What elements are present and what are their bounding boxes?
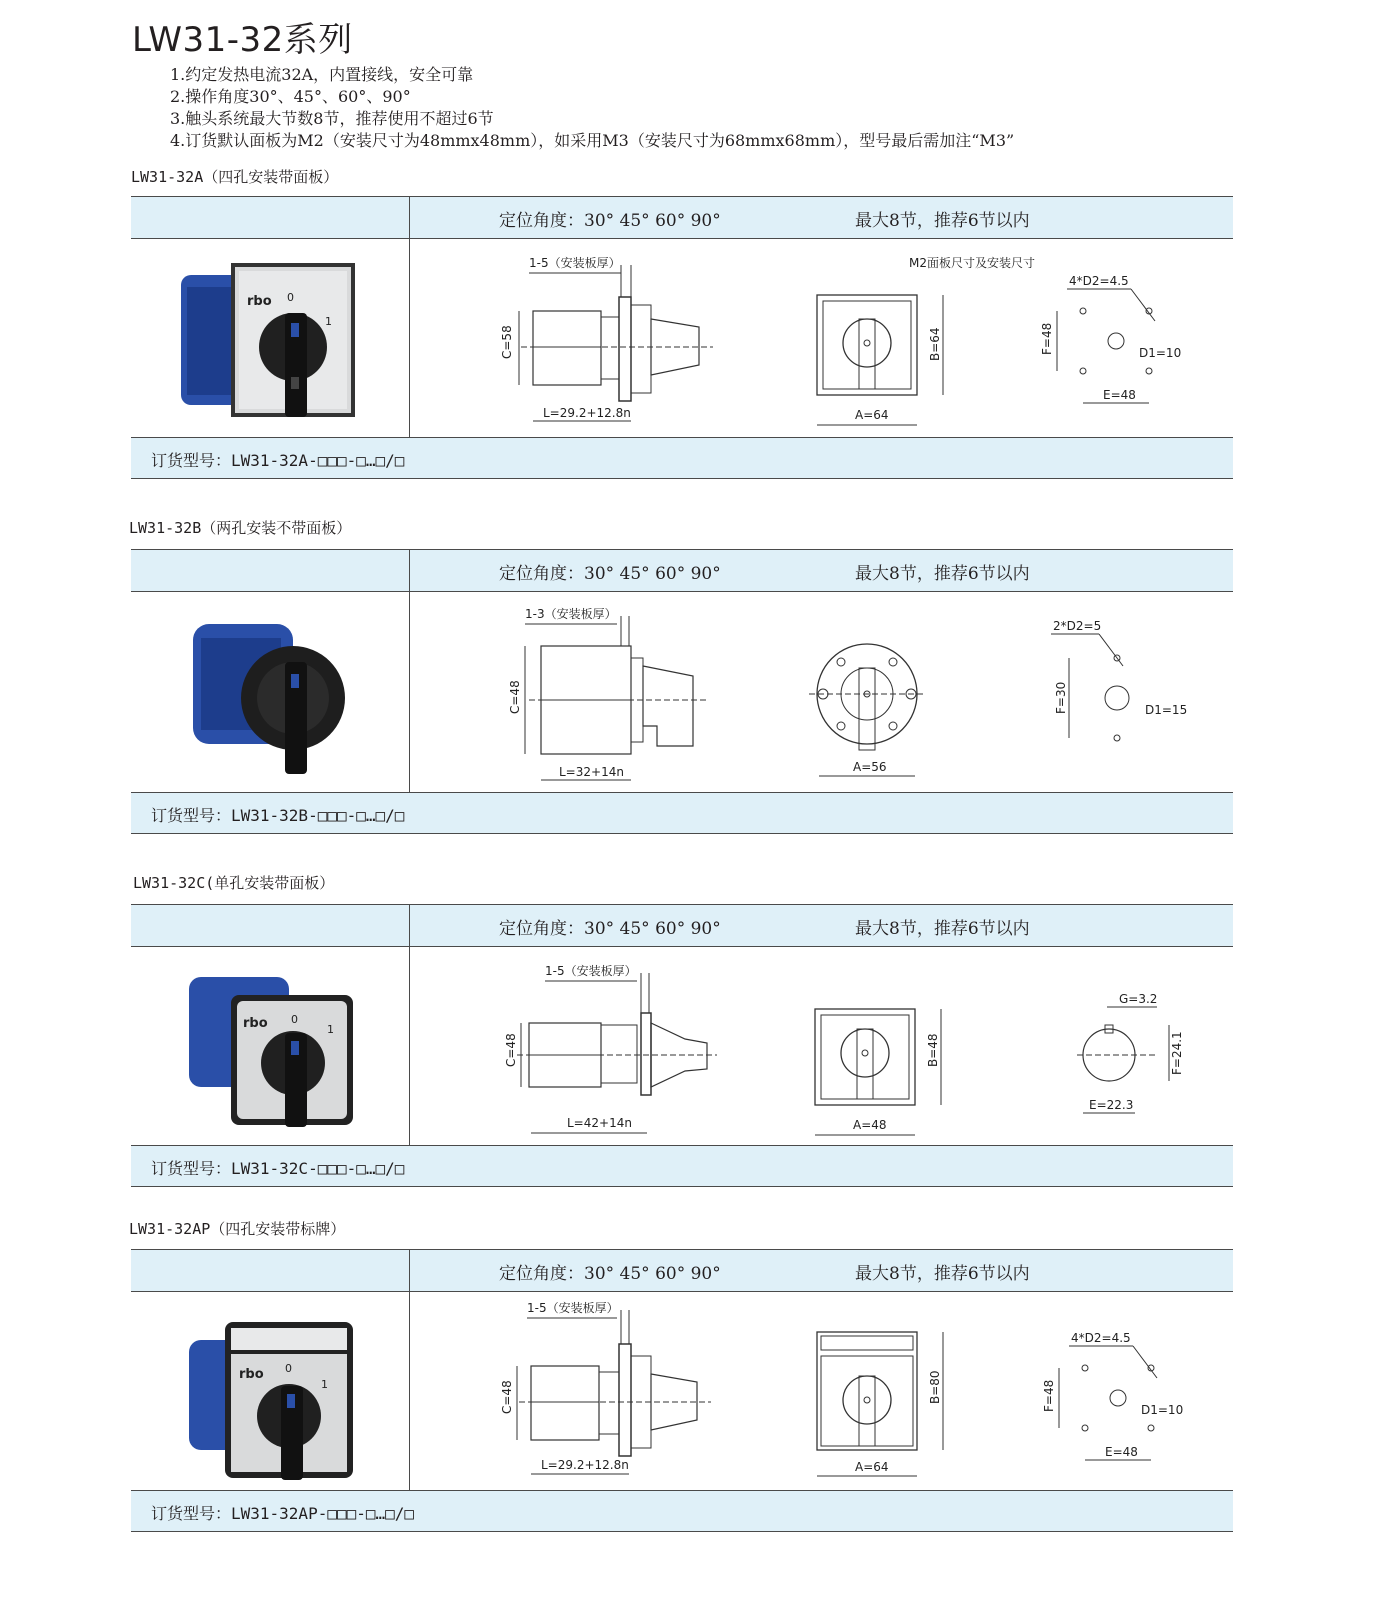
dimension-drawing-b bbox=[417, 596, 1227, 788]
page-title: LW31-32系列 bbox=[132, 20, 353, 60]
table-body bbox=[131, 592, 1233, 792]
svg-text:rbo: rbo bbox=[239, 1367, 264, 1382]
svg-text:C=48: C=48 bbox=[508, 680, 522, 714]
note-item: 2.操作角度30°、45°、60°、90° bbox=[170, 87, 411, 106]
svg-text:B=64: B=64 bbox=[928, 327, 942, 361]
svg-text:F=48: F=48 bbox=[1040, 322, 1054, 355]
sections-label: 最大8节，推荐6节以内 bbox=[855, 1264, 1030, 1284]
order-code-bar bbox=[131, 792, 1233, 834]
svg-text:1-3（安装板厚）: 1-3（安装板厚） bbox=[525, 607, 617, 621]
table-header bbox=[131, 904, 1233, 947]
svg-text:C=58: C=58 bbox=[500, 325, 514, 359]
svg-text:D1=15: D1=15 bbox=[1145, 703, 1188, 717]
angle-label: 定位角度：30° 45° 60° 90° bbox=[499, 1264, 721, 1284]
sections-label: 最大8节，推荐6节以内 bbox=[855, 211, 1030, 231]
order-code: 订货型号：LW31-32B-□□□-□…□/□ bbox=[151, 806, 405, 825]
svg-text:1-5（安装板厚）: 1-5（安装板厚） bbox=[527, 1301, 619, 1315]
svg-text:L=29.2+12.8n: L=29.2+12.8n bbox=[543, 406, 631, 420]
svg-text:B=48: B=48 bbox=[926, 1033, 940, 1067]
svg-text:L=32+14n: L=32+14n bbox=[559, 765, 624, 779]
order-code-bar bbox=[131, 437, 1233, 479]
section-title-b: LW31-32B（两孔安装不带面板） bbox=[129, 519, 352, 537]
table-header bbox=[131, 196, 1233, 239]
svg-text:2*D2=5: 2*D2=5 bbox=[1053, 619, 1102, 633]
svg-text:L=29.2+12.8n: L=29.2+12.8n bbox=[541, 1458, 629, 1472]
note-item: 4.订货默认面板为M2（安装尺寸为48mmx48mm），如采用M3（安装尺寸为68mmx68mm），型号最后需加注“M3” bbox=[170, 131, 1015, 150]
svg-text:C=48: C=48 bbox=[500, 1380, 514, 1414]
dimension-drawing-c bbox=[417, 951, 1227, 1143]
order-code-bar bbox=[131, 1490, 1233, 1532]
dimension-drawing-ap bbox=[417, 1296, 1227, 1488]
product-photo-ap bbox=[173, 1300, 373, 1486]
note-item: 1.约定发热电流32A，内置接线，安全可靠 bbox=[170, 65, 474, 84]
table-header bbox=[131, 549, 1233, 592]
product-photo-a bbox=[173, 247, 373, 433]
order-code: 订货型号：LW31-32AP-□□□-□…□/□ bbox=[151, 1504, 415, 1523]
svg-text:L=42+14n: L=42+14n bbox=[567, 1116, 632, 1130]
svg-text:C=48: C=48 bbox=[504, 1033, 518, 1067]
order-code: 订货型号：LW31-32A-□□□-□…□/□ bbox=[151, 451, 405, 470]
svg-text:F=30: F=30 bbox=[1054, 681, 1068, 714]
svg-text:0: 0 bbox=[285, 1362, 292, 1375]
svg-text:4*D2=4.5: 4*D2=4.5 bbox=[1071, 1331, 1131, 1345]
order-code-bar bbox=[131, 1145, 1233, 1187]
svg-text:A=64: A=64 bbox=[855, 1460, 889, 1474]
svg-text:rbo: rbo bbox=[243, 1016, 268, 1031]
angle-label: 定位角度：30° 45° 60° 90° bbox=[499, 919, 721, 939]
table-header bbox=[131, 1249, 1233, 1292]
svg-text:E=22.3: E=22.3 bbox=[1089, 1098, 1134, 1112]
svg-text:G=3.2: G=3.2 bbox=[1119, 992, 1158, 1006]
table-body bbox=[131, 1292, 1233, 1490]
svg-text:D1=10: D1=10 bbox=[1141, 1403, 1184, 1417]
product-photo-b bbox=[173, 600, 373, 786]
svg-text:0: 0 bbox=[287, 291, 294, 304]
svg-text:D1=10: D1=10 bbox=[1139, 346, 1182, 360]
svg-text:0: 0 bbox=[291, 1013, 298, 1026]
svg-text:A=56: A=56 bbox=[853, 760, 887, 774]
sections-label: 最大8节，推荐6节以内 bbox=[855, 564, 1030, 584]
section-title-c: LW31-32C(单孔安装带面板） bbox=[133, 874, 335, 892]
svg-text:F=48: F=48 bbox=[1042, 1379, 1056, 1412]
svg-text:A=64: A=64 bbox=[855, 408, 889, 422]
svg-text:1: 1 bbox=[321, 1378, 328, 1391]
angle-label: 定位角度：30° 45° 60° 90° bbox=[499, 564, 721, 584]
svg-text:B=80: B=80 bbox=[928, 1370, 942, 1404]
svg-text:M2面板尺寸及安装尺寸: M2面板尺寸及安装尺寸 bbox=[909, 256, 1035, 270]
section-title-ap: LW31-32AP（四孔安装带标牌） bbox=[129, 1220, 346, 1238]
order-code: 订货型号：LW31-32C-□□□-□…□/□ bbox=[151, 1159, 405, 1178]
angle-label: 定位角度：30° 45° 60° 90° bbox=[499, 211, 721, 231]
product-photo-c bbox=[173, 955, 373, 1141]
svg-text:1: 1 bbox=[325, 315, 332, 328]
svg-text:A=48: A=48 bbox=[853, 1118, 887, 1132]
section-title-a: LW31-32A（四孔安装带面板） bbox=[131, 168, 339, 186]
svg-text:4*D2=4.5: 4*D2=4.5 bbox=[1069, 274, 1129, 288]
svg-text:F=24.1: F=24.1 bbox=[1170, 1031, 1184, 1075]
sections-label: 最大8节，推荐6节以内 bbox=[855, 919, 1030, 939]
notes-list bbox=[170, 64, 1014, 152]
svg-text:1-5（安装板厚）: 1-5（安装板厚） bbox=[529, 256, 621, 270]
svg-text:E=48: E=48 bbox=[1103, 388, 1136, 402]
note-item: 3.触头系统最大节数8节，推荐使用不超过6节 bbox=[170, 109, 494, 128]
table-body bbox=[131, 239, 1233, 437]
svg-text:1: 1 bbox=[327, 1023, 334, 1036]
table-body bbox=[131, 947, 1233, 1145]
svg-text:rbo: rbo bbox=[247, 294, 272, 309]
svg-text:E=48: E=48 bbox=[1105, 1445, 1138, 1459]
dimension-drawing-a bbox=[417, 243, 1227, 435]
svg-text:1-5（安装板厚）: 1-5（安装板厚） bbox=[545, 964, 637, 978]
